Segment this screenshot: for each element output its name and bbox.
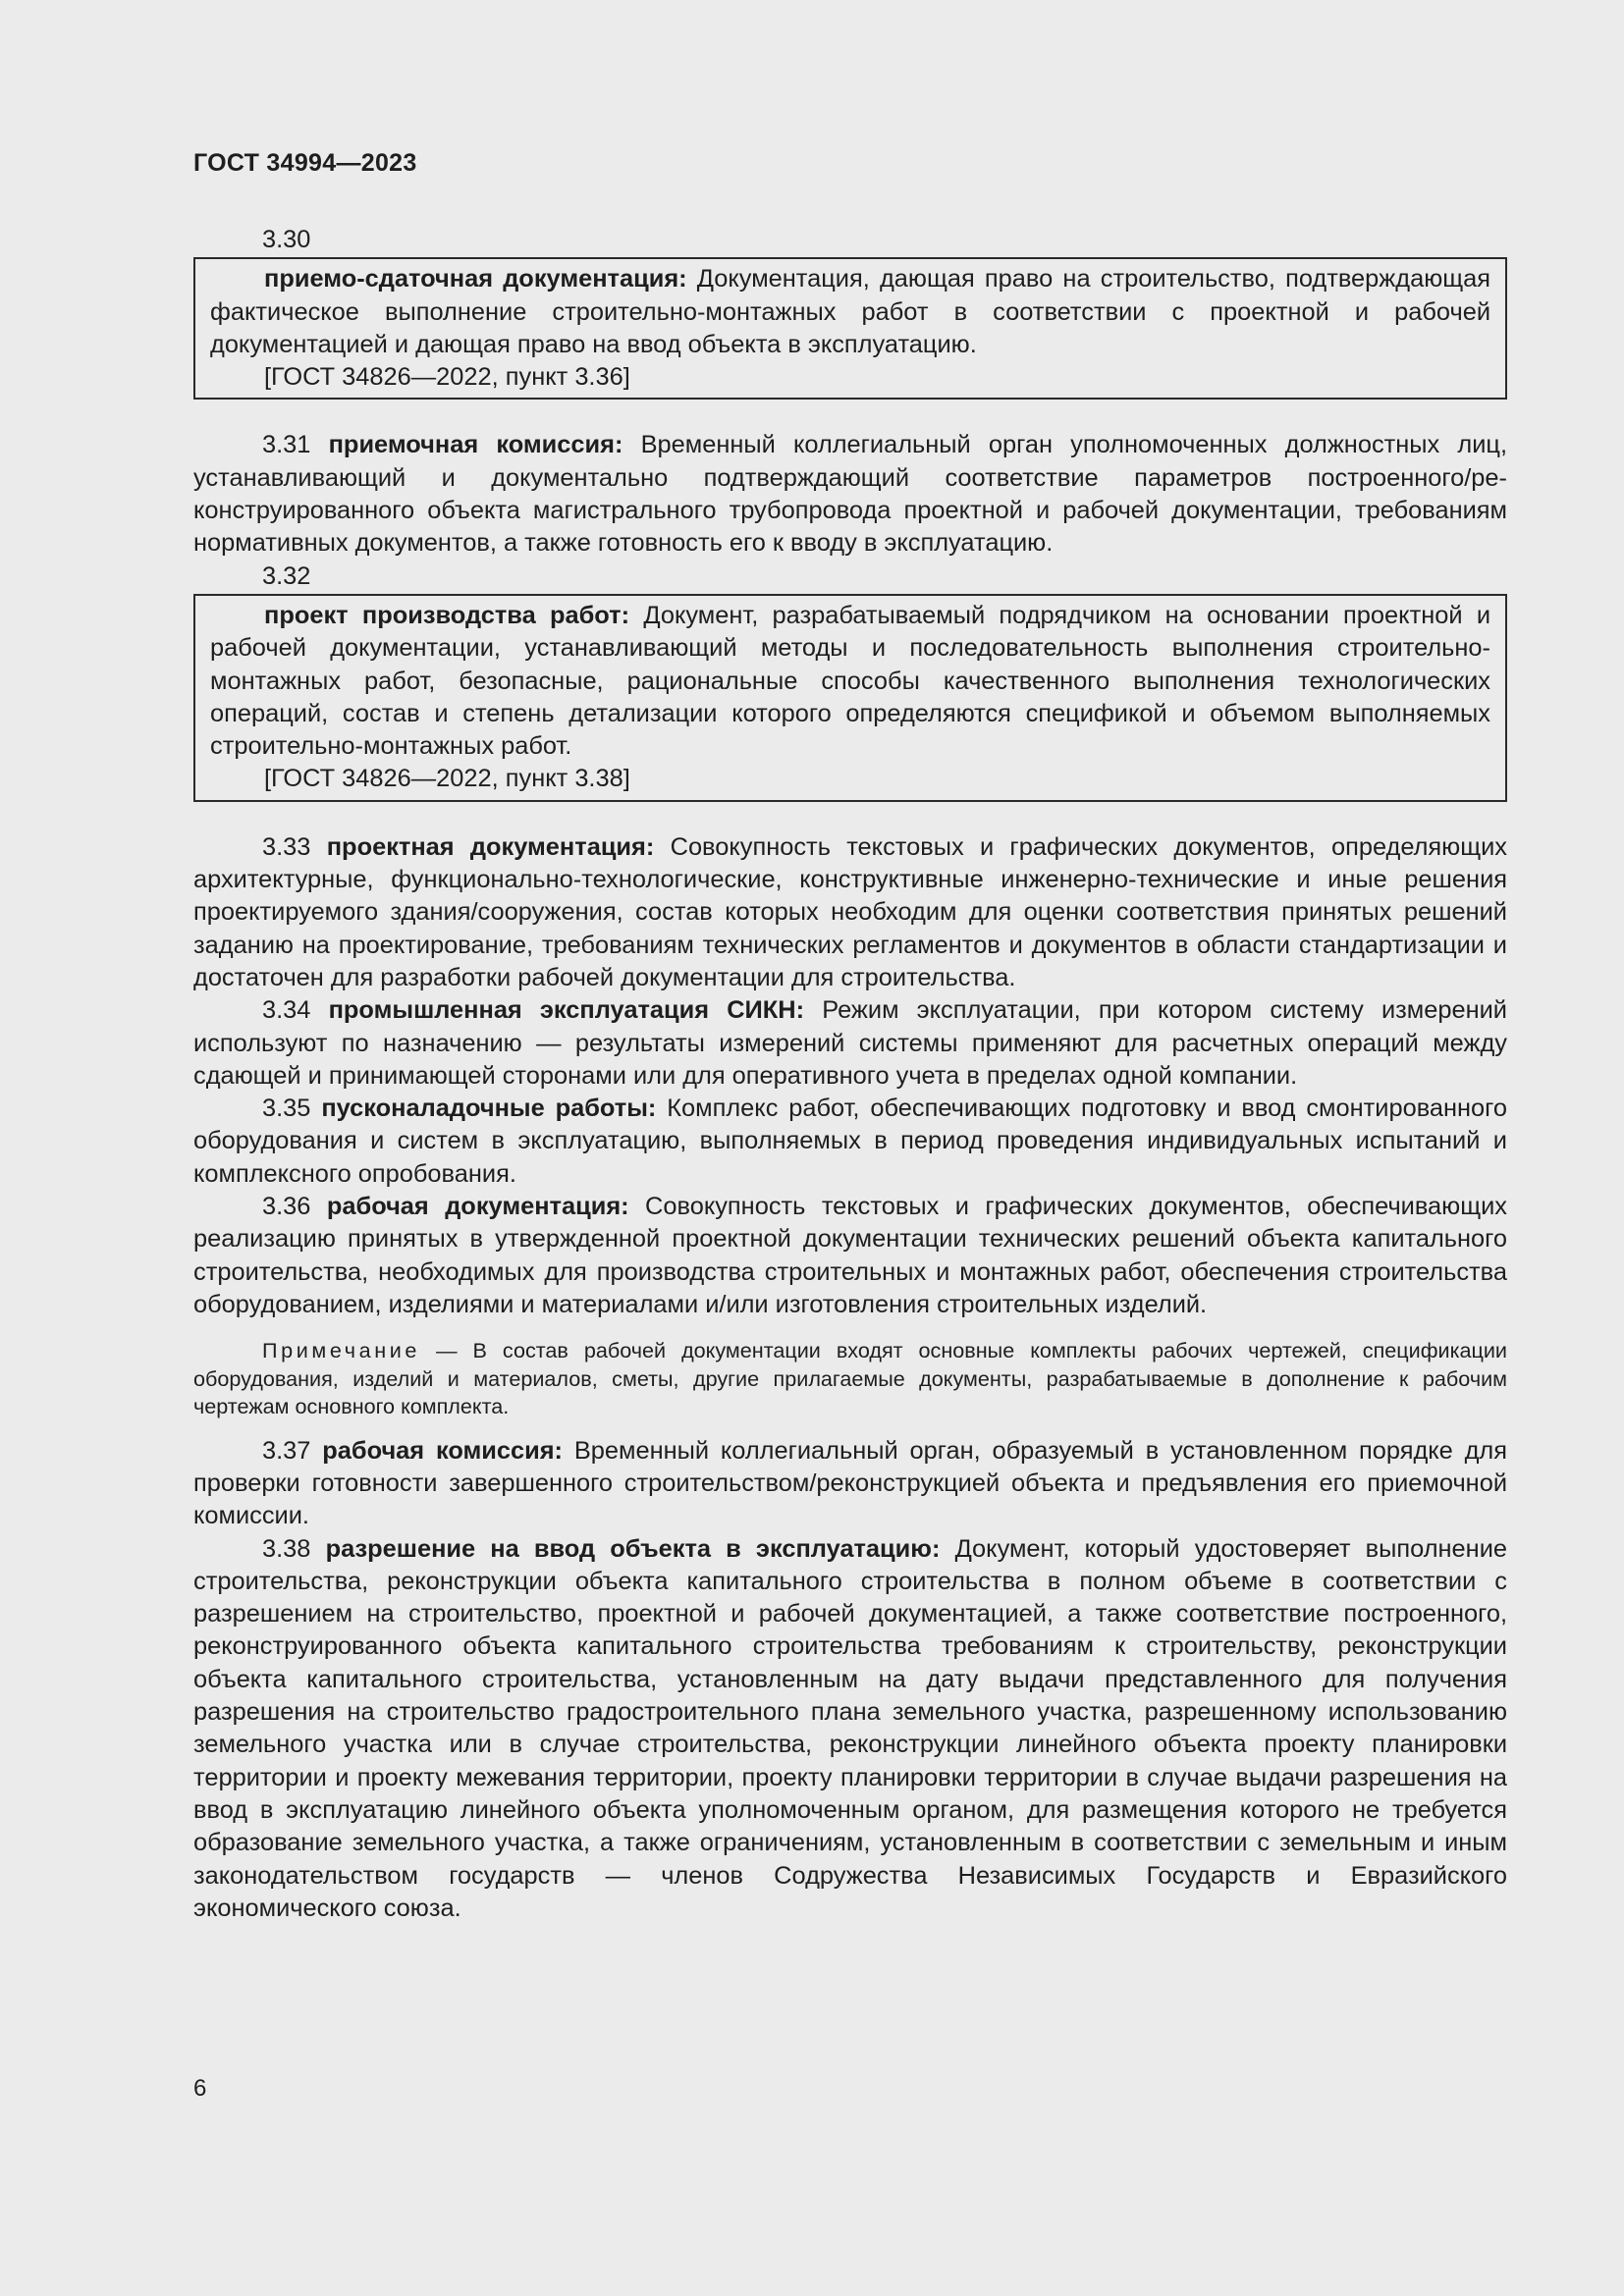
definition-text-3-31: Временный коллегиальный орган уполномоченных должностных лиц, устанавливающий и документально подтверждающий соответствие параметров построенного/реконструированного объекта магистрального трубопровода проектной и рабочей документации, требованиям нормативных документов, а также готовность его к вводу в эксплуатацию.: [193, 431, 1507, 558]
term-number-3-30: 3.30: [262, 226, 311, 253]
definition-text-3-33: Совокупность текстовых и графических документов, определяющих архитектурные, функционально-технологические, конструктивные инженерно-технические и иные решения проектируемого здания/сооружения, состав которых необходим для оценки соответствия принятых решений заданию на проектирование, требованиям технических регламентов и документов в области стандартизации и достаточен для разработки рабочей документации для строительства.: [193, 832, 1507, 991]
note-text: — В состав рабочей документации входят основные комплекты рабочих чертежей, спецификации оборудования, изделий и материалов, сметы, другие прилагаемые документы, разрабатываемые в дополнение к рабочим чертежам основного комплекта.: [193, 1338, 1507, 1419]
term-3-31: приемочная комиссия:: [328, 431, 623, 459]
quoted-definition-box-3-30: [193, 257, 1507, 400]
definition-text-3-30: Документация, дающая право на строительство, подтверждающая фактическое выполнение строительно-монтажных работ в соответствии с проектной и рабочей документацией и дающая право на ввод объекта в эксплуатацию.: [210, 265, 1490, 358]
source-reference-3-32: [ГОСТ 34826—2022, пункт 3.38]: [264, 765, 630, 793]
term-3-30: приемо-сдаточная документация:: [264, 265, 687, 294]
document-body: [193, 224, 1507, 1925]
definition-text-3-36: Совокупность текстовых и графических документов, обеспечивающих реализацию принятых в утвержденной проектной документации технических решений объекта капитального строительства, необходимых для производства строительных и монтажных работ, обеспечения строительства оборудованием, изделиями и материалами и/или изготовления строительных изделий.: [193, 1193, 1507, 1318]
document-header: ГОСТ 34994—2023: [193, 149, 417, 177]
term-number-3-33: 3.33: [262, 832, 311, 861]
definition-3-34: [193, 994, 1507, 1093]
note: [193, 1337, 1507, 1421]
definition-text-3-37: Временный коллегиальный орган, образуемый в установленном порядке для проверки готовности завершенного строительством/реконструкцией объекта и предъявления его приемочной комиссии.: [193, 1436, 1507, 1530]
term-number-3-37: 3.37: [262, 1436, 311, 1465]
term-3-38: разрешение на ввод объекта в эксплуатацию:: [325, 1534, 941, 1563]
term-number-3-38: 3.38: [262, 1534, 311, 1563]
quoted-definition-box-3-32: [193, 594, 1507, 802]
term-number-3-31: 3.31: [262, 431, 311, 459]
definition-3-38: [193, 1533, 1507, 1926]
term-number-3-36: 3.36: [262, 1193, 311, 1221]
definition-3-32: [210, 600, 1490, 763]
term-3-35: пусконаладочные работы:: [321, 1095, 657, 1123]
definition-3-33: [193, 831, 1507, 994]
term-3-33: проектная документация:: [326, 832, 655, 861]
term-number-3-32: 3.32: [262, 561, 311, 590]
page-number: 6: [193, 2075, 207, 2102]
term-3-34: промышленная эксплуатация СИКН:: [328, 996, 805, 1025]
definition-text-3-38: Документ, который удостоверяет выполнение строительства, реконструкции объекта капитального строительства в полном объеме в соответствии с разрешением на строительство, проектной и рабочей документацией, а также соответствие построенного, реконструированного объекта капитального строительства требованиям к строительству, реконструкции объекта капитального строительства, установленным на дату выдачи представленного для получения разрешения на строительство градостроительного плана земельного участка, разрешенному использованию земельного участка или в случае строительства, реконструкции линейного объекта проекту планировки территории и проекту межевания территории, проекту планировки территории в случае выдачи разрешения на ввод в эксплуатацию линейного объекта уполномоченным органом, для размещения которого не требуется образование земельного участка, а также ограничениям, установленным в соответствии с земельным и иным законодательством государств — членов Содружества Независимых Государств и Евразийского экономического союза.: [193, 1534, 1507, 1922]
term-number-3-34: 3.34: [262, 996, 311, 1025]
definition-3-35: [193, 1093, 1507, 1191]
definition-3-36: [193, 1191, 1507, 1321]
term-3-36: рабочая документация:: [326, 1193, 629, 1221]
term-number-3-35: 3.35: [262, 1095, 311, 1123]
source-reference-3-30: [ГОСТ 34826—2022, пункт 3.36]: [264, 363, 630, 392]
term-3-37: рабочая комиссия:: [322, 1436, 564, 1465]
definition-3-30: [210, 263, 1490, 361]
note-label: Примечание: [262, 1338, 420, 1363]
definition-text-3-35: Комплекс работ, обеспечивающих подготовку и ввод смонтированного оборудования и систем в эксплуатацию, выполняемых в период проведения индивидуальных испытаний и комплексного опробования.: [193, 1095, 1508, 1188]
definition-3-31: [193, 429, 1507, 560]
definition-text-3-32: Документ, разрабатываемый подрядчиком на основании проектной и рабочей документации, устанавливающий методы и последовательность выполнения строительно-монтажных работ, безопасные, рациональные способы качественного выполнения технологических операций, состав и степень детализации которого определяются спецификой и объемом выполняемых строительно-монтажных работ.: [210, 601, 1491, 761]
definition-text-3-34: Режим эксплуатации, при котором систему измерений используют по назначению — результаты измерений системы применяют для расчетных операций между сдающей и принимающей сторонами или для оперативного учета в пределах одной компании.: [193, 996, 1507, 1090]
definition-3-37: [193, 1435, 1507, 1533]
term-3-32: проект производства работ:: [264, 601, 630, 629]
